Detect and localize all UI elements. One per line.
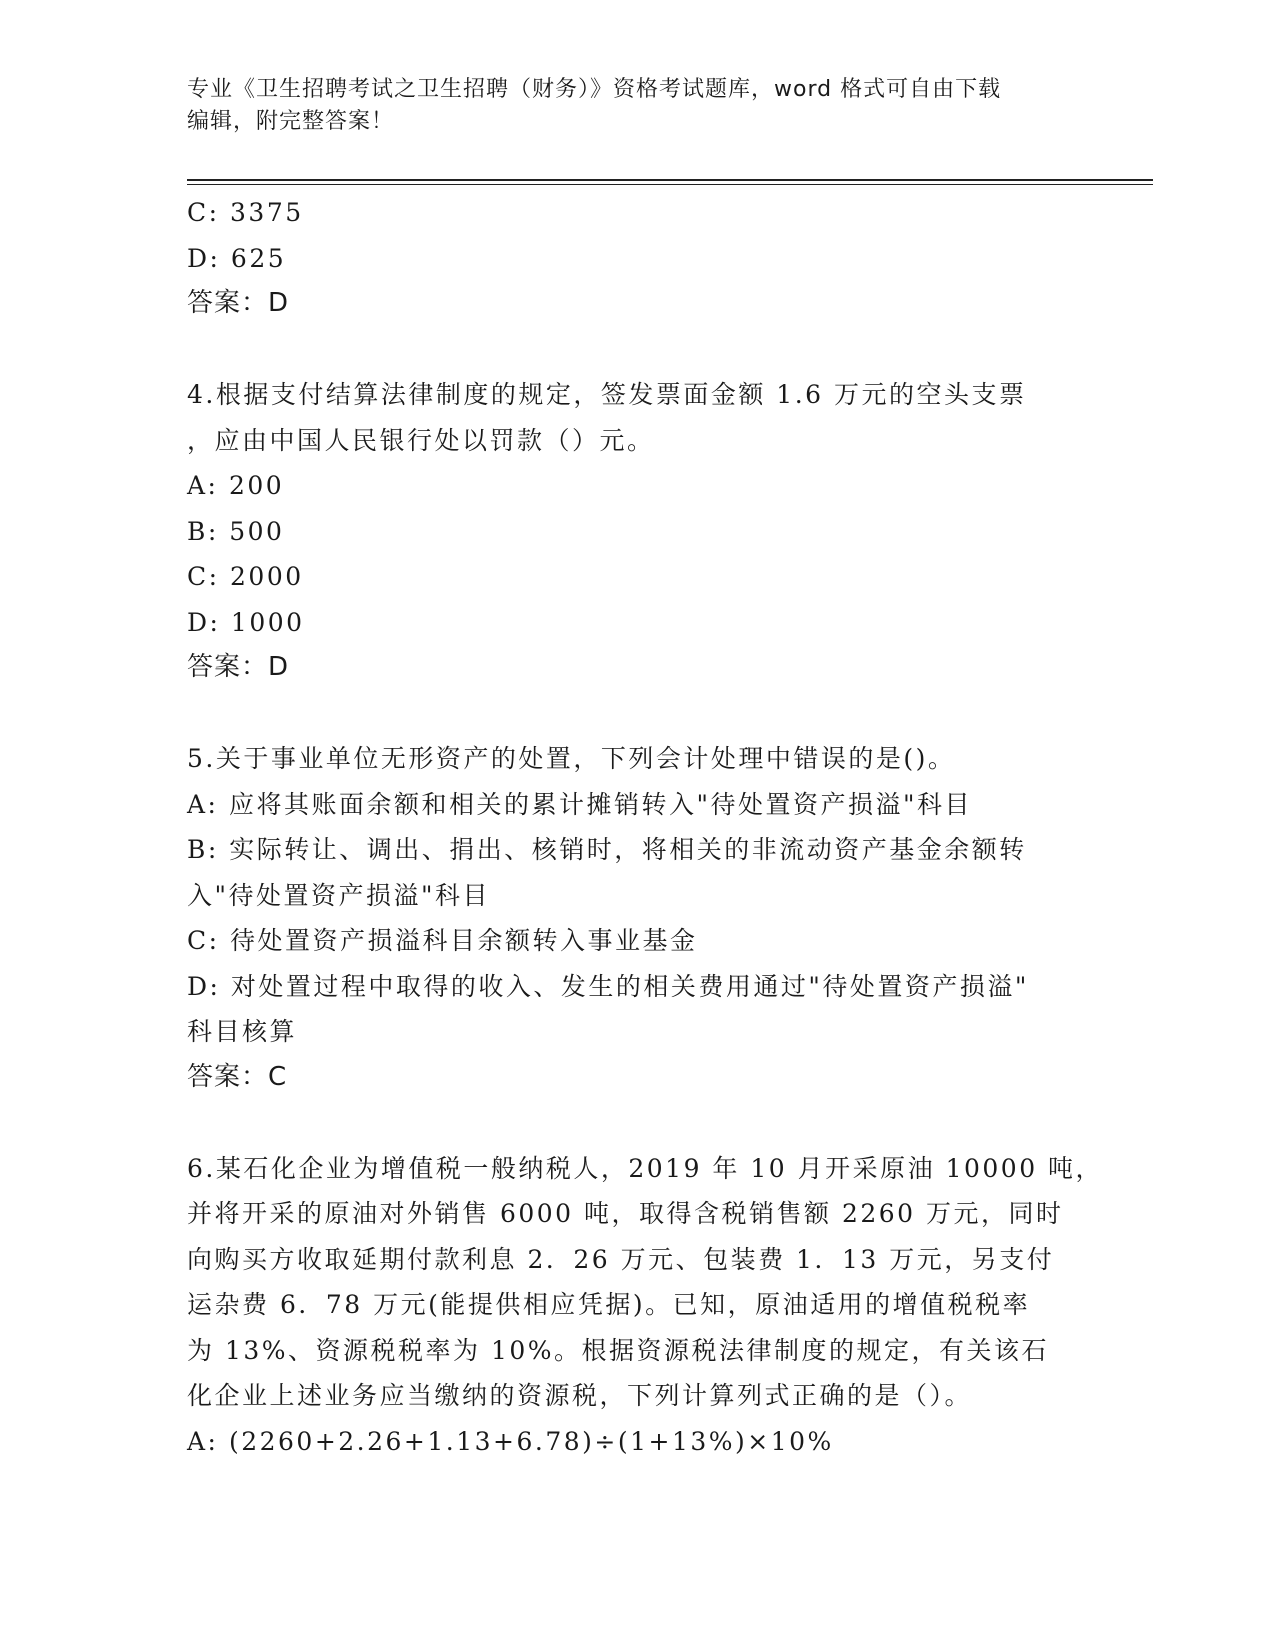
option-continuation: 入"待处置资产损溢"科目 — [187, 880, 490, 910]
option-continuation: 科目核算 — [187, 1017, 298, 1046]
option-label: B: — [187, 516, 219, 546]
question-stem-line: 4.根据支付结算法律制度的规定，签发票面金额 1.6 万元的空头支票 — [187, 380, 1027, 409]
answer-line: 答案：D — [187, 652, 290, 682]
option-text: (2260+2.26+1.13+6.78)÷(1+13%)×10% — [228, 1426, 834, 1456]
option-line — [187, 918, 1077, 964]
question-6 — [187, 1146, 1104, 1465]
option-line — [187, 463, 1077, 509]
option-label: D: — [187, 971, 221, 1001]
question-content — [187, 190, 1104, 1464]
option-text: 1000 — [230, 607, 305, 637]
option-text: 待处置资产损溢科目余额转入事业基金 — [230, 926, 698, 955]
option-line — [187, 964, 1077, 1010]
question-stem-line: 向购买方收取延期付款利息 2．26 万元、包装费 1．13 万元，另支付 — [187, 1244, 1055, 1274]
option-text: 2000 — [230, 562, 304, 591]
question-stem-line: 运杂费 6．78 万元(能提供相应凭据)。已知，原油适用的增值税税率 — [187, 1290, 1031, 1319]
option-label: D: — [187, 607, 221, 637]
option-line — [187, 782, 1077, 828]
option-line — [187, 190, 1077, 236]
option-text: 200 — [228, 471, 285, 500]
option-label: A: — [187, 471, 219, 500]
question-stem-line: ，应由中国人民银行处以罚款（）元。 — [187, 425, 655, 455]
question-stem-line: 5.关于事业单位无形资产的处置，下列会计处理中错误的是()。 — [187, 744, 956, 773]
option-line — [187, 554, 1077, 600]
option-label: C: — [187, 926, 220, 955]
question-stem-line: 并将开采的原油对外销售 6000 吨，取得含税销售额 2260 万元，同时 — [187, 1199, 1064, 1228]
option-text: 应将其账面余额和相关的累计摊销转入"待处置资产损溢"科目 — [228, 789, 972, 819]
header-line-2: 编辑，附完整答案！ — [187, 109, 395, 134]
option-line — [187, 1419, 1077, 1465]
question-4 — [187, 372, 1077, 691]
question-stem-line: 为 13%、资源税税率为 10%。根据资源税法律制度的规定，有关该石 — [187, 1335, 1050, 1365]
option-label: C: — [187, 562, 220, 591]
option-line — [187, 600, 1077, 646]
spacer — [187, 327, 1077, 373]
header-line-1: 专业《卫生招聘考试之卫生招聘（财务）》资格考试题库，word 格式可自由下载 — [187, 77, 1002, 102]
option-line — [187, 509, 1077, 555]
option-label: B: — [187, 835, 219, 864]
option-line — [187, 236, 1077, 282]
question-stem-line: 化企业上述业务应当缴纳的资源税，下列计算列式正确的是（）。 — [187, 1381, 973, 1410]
header-divider-thick — [187, 179, 1153, 181]
option-text: 625 — [230, 243, 287, 273]
prev-question — [187, 190, 1077, 327]
option-label: C: — [187, 198, 220, 227]
option-label: A: — [187, 1426, 219, 1456]
option-text: 实际转让、调出、捐出、核销时，将相关的非流动资产基金余额转 — [229, 835, 1027, 864]
spacer — [187, 691, 1077, 737]
header-divider-thin — [187, 184, 1153, 185]
option-label: A: — [187, 789, 219, 819]
answer-line: 答案：D — [187, 288, 290, 318]
option-text: 3375 — [230, 198, 304, 227]
answer-line: 答案：C — [187, 1061, 288, 1092]
question-stem-line: 6.某石化企业为增值税一般纳税人，2019 年 10 月开采原油 10000 吨， — [187, 1153, 1104, 1183]
option-text: 对处置过程中取得的收入、发生的相关费用通过"待处置资产损溢" — [230, 971, 1029, 1001]
option-label: D: — [187, 243, 221, 273]
question-5 — [187, 736, 1077, 1100]
document-header — [187, 74, 1087, 138]
option-text: 500 — [229, 516, 285, 546]
option-line — [187, 827, 1077, 873]
spacer — [187, 1100, 1077, 1146]
